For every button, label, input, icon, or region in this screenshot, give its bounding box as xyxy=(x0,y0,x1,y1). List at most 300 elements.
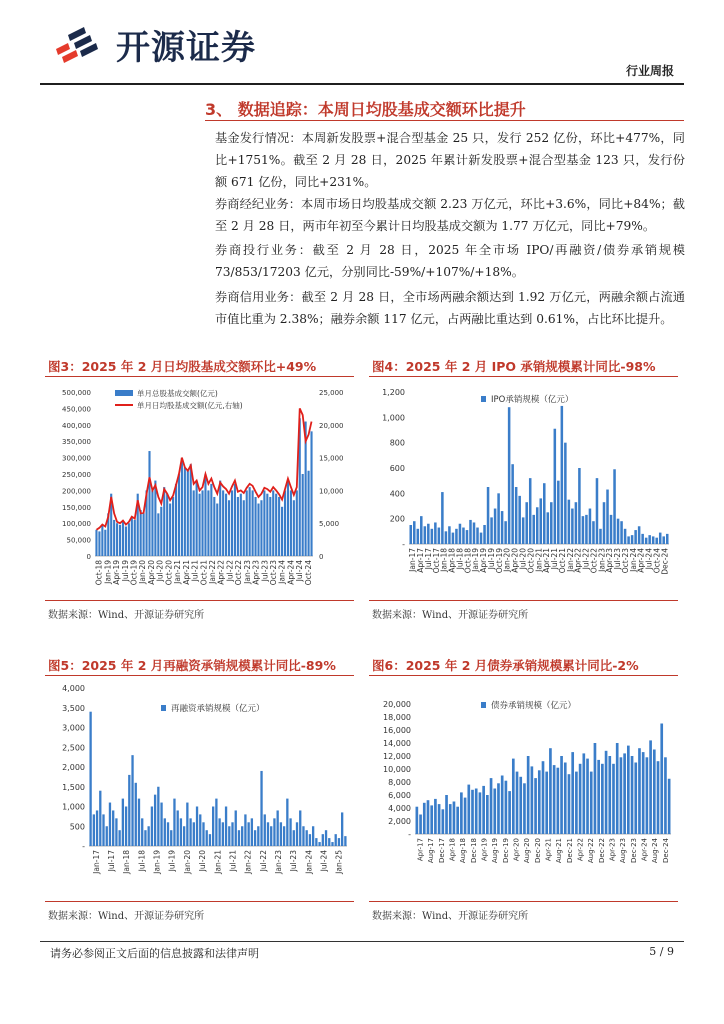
bar xyxy=(278,497,280,556)
bar xyxy=(434,522,437,544)
bar xyxy=(553,765,556,834)
bar xyxy=(512,759,515,834)
bar xyxy=(144,830,146,846)
x-tick-label: Jul-23 xyxy=(613,548,623,570)
x-tick-label: Jan-24 xyxy=(277,560,287,584)
bar xyxy=(610,515,613,544)
bar xyxy=(175,484,177,556)
bar xyxy=(612,764,615,834)
bar xyxy=(338,838,340,846)
y-tick-label: 200 xyxy=(389,514,405,524)
y-tick-label: 10,000 xyxy=(383,765,411,774)
company-logo xyxy=(50,20,256,69)
y-tick-label: 250,000 xyxy=(62,471,91,479)
bar xyxy=(571,752,574,834)
bar xyxy=(89,712,91,846)
bar xyxy=(452,533,455,544)
bar xyxy=(264,814,266,846)
bar xyxy=(564,763,567,835)
bar xyxy=(664,757,667,834)
bar xyxy=(413,521,416,544)
x-tick-label: Aug-19 xyxy=(491,838,500,864)
y-tick-label: 8,000 xyxy=(388,778,411,787)
x-tick-label: Jan-23 xyxy=(242,560,252,584)
bar xyxy=(641,534,644,544)
x-tick-label: Dec-19 xyxy=(501,838,510,863)
bar xyxy=(571,509,574,544)
bar xyxy=(564,443,567,544)
x-tick-label: Aug-20 xyxy=(523,838,532,864)
bar xyxy=(131,517,133,556)
bar xyxy=(212,807,214,847)
x-tick-label: Jan-22 xyxy=(243,850,253,874)
bar xyxy=(590,772,593,834)
bar xyxy=(151,490,153,556)
bar xyxy=(172,497,174,556)
bar xyxy=(623,753,626,834)
x-tick-label: Jan-18 xyxy=(439,548,449,572)
footer-divider xyxy=(40,941,684,942)
x-tick-label: Oct-23 xyxy=(620,548,630,574)
bar xyxy=(652,536,655,544)
x-tick-label: Jan-20 xyxy=(182,850,192,874)
bar xyxy=(134,520,136,556)
x-tick-label: Apr-20 xyxy=(510,548,520,573)
x-tick-label: Apr-19 xyxy=(479,548,489,573)
y-tick-label: 600 xyxy=(389,464,405,473)
bar xyxy=(416,807,419,834)
legend-bar-swatch xyxy=(115,390,133,396)
bar xyxy=(104,530,106,556)
x-tick-label: Apr-22 xyxy=(216,560,226,585)
bar xyxy=(344,836,346,846)
bar xyxy=(490,517,493,544)
bar xyxy=(284,490,286,556)
bar xyxy=(247,822,249,846)
bar xyxy=(608,756,611,834)
bar xyxy=(631,756,634,834)
bar xyxy=(631,535,634,544)
figure-3-rule xyxy=(45,376,354,377)
bar xyxy=(627,536,630,544)
bar xyxy=(331,842,333,846)
x-tick-label: Jan-17 xyxy=(408,548,418,572)
x-tick-label: Jul-17 xyxy=(107,850,117,872)
bar xyxy=(325,830,327,846)
bar xyxy=(469,520,472,544)
bar xyxy=(642,752,645,834)
legend-bar-swatch xyxy=(481,702,486,708)
bar xyxy=(228,826,230,846)
bar xyxy=(582,753,585,834)
bar xyxy=(456,807,459,834)
bar xyxy=(177,810,179,846)
x-tick-label: Oct-19 xyxy=(129,560,139,586)
bar xyxy=(308,471,310,556)
x-tick-label: Jul-22 xyxy=(581,548,591,570)
bar xyxy=(511,464,514,544)
paragraph-credit: 券商信用业务：截至 2 月 28 日，全市场两融余额达到 1.92 万亿元，两融余额占流通市值比重为 2.38%；融券余额 117 亿元，占两融比重达到 0.61%，占比环比提升。 xyxy=(215,290,685,326)
bar xyxy=(462,528,465,544)
bar xyxy=(328,838,330,846)
bar xyxy=(228,500,230,556)
bar xyxy=(154,795,156,846)
bar xyxy=(620,757,623,834)
bar xyxy=(102,814,104,846)
bar xyxy=(293,830,295,846)
bar xyxy=(178,474,180,556)
bar xyxy=(199,814,201,846)
figure-4-source: 数据来源：Wind、开源证券研究所 xyxy=(372,610,529,621)
bar xyxy=(589,509,592,544)
bar xyxy=(290,490,292,556)
x-tick-label: Oct-24 xyxy=(303,560,313,586)
bar xyxy=(653,750,656,835)
bar xyxy=(568,500,571,544)
figure-3-bottom-rule xyxy=(45,600,354,601)
bar xyxy=(438,528,441,544)
bar xyxy=(448,526,451,544)
bar xyxy=(270,826,272,846)
x-tick-label: Jul-23 xyxy=(289,850,299,872)
bar xyxy=(235,810,237,846)
x-tick-label: Jul-24 xyxy=(295,560,305,582)
bar xyxy=(523,783,526,834)
bar xyxy=(201,490,203,556)
bar xyxy=(480,533,483,544)
bar xyxy=(222,490,224,556)
bar xyxy=(160,507,162,556)
bar xyxy=(322,834,324,846)
bar xyxy=(181,458,183,556)
y-right-tick-label: 0 xyxy=(319,553,324,561)
bar xyxy=(115,818,117,846)
x-tick-label: Aug-21 xyxy=(555,838,564,864)
x-tick-label: Jan-22 xyxy=(207,560,217,584)
x-tick-label: Oct-21 xyxy=(557,548,567,574)
bar xyxy=(634,763,637,835)
report-type: 行业周报 xyxy=(625,64,674,78)
y-tick-label: 4,000 xyxy=(388,804,411,813)
x-tick-label: Jul-24 xyxy=(319,850,329,872)
bar xyxy=(645,538,648,544)
x-tick-label: Jul-21 xyxy=(190,560,200,582)
y-tick-label: 6,000 xyxy=(388,791,411,800)
bar xyxy=(518,496,521,544)
bar xyxy=(597,760,600,834)
bar xyxy=(473,522,476,544)
figure-3-chart xyxy=(45,380,355,600)
bar xyxy=(310,431,312,556)
bar xyxy=(306,830,308,846)
figure-3-title: 图3：2025 年 2 月日均股基成交额环比+49% xyxy=(48,359,317,374)
x-tick-label: Jan-21 xyxy=(173,560,183,584)
company-name: 开源证券 xyxy=(116,28,256,68)
figure-5-source: 数据来源：Wind、开源证券研究所 xyxy=(48,911,205,922)
x-tick-label: Apr-24 xyxy=(640,838,649,862)
bar xyxy=(280,822,282,846)
bar xyxy=(542,761,545,834)
x-tick-label: Dec-17 xyxy=(437,838,446,863)
bar xyxy=(341,812,343,846)
y-right-tick-label: 10,000 xyxy=(319,487,344,496)
bar xyxy=(125,807,127,847)
y-tick-label: - xyxy=(408,830,411,839)
x-tick-label: Dec-20 xyxy=(533,838,542,863)
bar xyxy=(423,803,426,834)
x-tick-label: Oct-24 xyxy=(652,548,662,574)
page-number: 5 / 9 xyxy=(649,945,674,958)
figure-5-rule xyxy=(45,675,354,676)
figure-6-rule xyxy=(369,675,678,676)
bar xyxy=(113,520,115,556)
bar xyxy=(204,474,206,556)
bar xyxy=(173,799,175,846)
bar xyxy=(568,774,571,834)
x-tick-label: Apr-17 xyxy=(416,838,425,862)
bar xyxy=(554,429,557,544)
bar xyxy=(184,467,186,556)
bar xyxy=(419,815,422,835)
bar xyxy=(277,810,279,846)
bar xyxy=(527,756,530,834)
x-tick-label: Jan-19 xyxy=(471,548,481,572)
bar xyxy=(93,814,95,846)
bar xyxy=(131,755,133,846)
bar xyxy=(455,529,458,544)
x-tick-label: Apr-21 xyxy=(181,560,191,585)
bar xyxy=(601,764,604,834)
bar xyxy=(586,759,589,834)
figure-6-title: 图6：2025 年 2 月债券承销规模累计同比-2% xyxy=(372,658,639,673)
bar xyxy=(445,531,448,544)
bar xyxy=(309,834,311,846)
bar xyxy=(668,779,671,834)
bar xyxy=(430,805,433,834)
bar xyxy=(249,487,251,556)
legend-label: 再融资承销规模（亿元） xyxy=(171,704,265,714)
y-tick-label: 1,500 xyxy=(62,782,85,792)
x-tick-label: Oct-18 xyxy=(94,560,104,586)
bar xyxy=(213,497,215,556)
figure-6-source: 数据来源：Wind、开源证券研究所 xyxy=(372,911,529,922)
bar xyxy=(578,468,581,544)
bar xyxy=(417,529,420,544)
bar xyxy=(449,804,452,834)
x-tick-label: Apr-19 xyxy=(112,560,122,585)
bar xyxy=(167,822,169,846)
bar xyxy=(539,498,542,544)
legend-bar-swatch xyxy=(161,705,166,711)
bar xyxy=(613,469,616,544)
y-tick-label: 2,500 xyxy=(62,743,85,753)
bar xyxy=(557,768,560,834)
x-tick-label: Jul-20 xyxy=(518,548,528,570)
bar xyxy=(627,746,630,834)
x-tick-label: Jan-20 xyxy=(502,548,512,572)
bar xyxy=(237,497,239,556)
bar xyxy=(148,826,150,846)
bar xyxy=(603,502,606,544)
bar xyxy=(273,818,275,846)
x-tick-label: Jul-20 xyxy=(155,560,165,582)
y-tick-label: 450,000 xyxy=(62,405,91,414)
bar xyxy=(293,500,295,556)
y-tick-label: 200,000 xyxy=(62,487,91,496)
bar xyxy=(549,748,552,834)
bar xyxy=(453,802,456,835)
bar xyxy=(216,504,218,556)
bar xyxy=(335,834,337,846)
x-tick-label: Oct-21 xyxy=(199,560,209,586)
bar xyxy=(106,826,108,846)
bar xyxy=(141,818,143,846)
y-tick-label: 1,000 xyxy=(382,413,405,423)
bar xyxy=(260,771,262,846)
x-tick-label: Jan-23 xyxy=(597,548,607,572)
bar xyxy=(592,521,595,544)
bar xyxy=(254,830,256,846)
bar xyxy=(596,478,599,544)
bar xyxy=(545,772,548,834)
legend-bar-swatch xyxy=(481,396,486,402)
y-tick-label: 14,000 xyxy=(383,739,411,748)
bar xyxy=(128,775,130,846)
bar xyxy=(459,524,462,544)
bar xyxy=(534,778,537,834)
bar xyxy=(471,790,474,834)
figure-5-chart xyxy=(45,678,355,900)
bar xyxy=(638,748,641,834)
x-tick-label: Apr-21 xyxy=(544,838,553,862)
y-right-tick-label: 20,000 xyxy=(319,421,344,430)
y-right-tick-label: 5,000 xyxy=(319,520,340,529)
x-tick-label: Jul-21 xyxy=(228,850,238,872)
bar xyxy=(427,524,430,544)
bar xyxy=(302,826,304,846)
bar xyxy=(582,516,585,544)
bar xyxy=(95,530,97,556)
bar xyxy=(207,490,209,556)
bar xyxy=(483,525,486,544)
bar xyxy=(505,781,508,834)
figure-4-rule xyxy=(369,376,678,377)
x-tick-label: Jul-22 xyxy=(225,560,235,582)
bar xyxy=(409,525,412,544)
x-tick-label: Jan-19 xyxy=(152,850,162,874)
bar xyxy=(638,526,641,544)
bar xyxy=(657,761,660,834)
bar xyxy=(659,533,662,544)
y-tick-label: 300,000 xyxy=(62,454,91,463)
x-tick-label: Apr-24 xyxy=(286,560,296,585)
bar xyxy=(296,490,298,556)
bar xyxy=(516,772,519,834)
x-tick-label: Jan-25 xyxy=(334,850,344,874)
bar xyxy=(246,490,248,556)
y-tick-label: 1,000 xyxy=(62,802,85,812)
bar xyxy=(193,822,195,846)
bar xyxy=(648,535,651,544)
bar xyxy=(163,487,165,556)
legend-label: 债券承销规模（亿元） xyxy=(491,701,577,711)
bar xyxy=(464,798,467,834)
bar xyxy=(522,517,525,544)
legend-label: 单月总股基成交额(亿元) xyxy=(137,389,218,398)
bar xyxy=(515,487,518,544)
bar xyxy=(254,497,256,556)
y-tick-label: 20,000 xyxy=(383,700,411,709)
bar xyxy=(272,490,274,556)
x-tick-label: Jul-18 xyxy=(455,548,465,570)
bar xyxy=(434,799,437,834)
bar xyxy=(238,830,240,846)
figure-6-chart xyxy=(369,678,679,900)
y-tick-label: 3,000 xyxy=(62,723,85,733)
bar xyxy=(286,799,288,846)
bar xyxy=(315,838,317,846)
x-tick-label: Jul-23 xyxy=(260,560,270,582)
bar xyxy=(312,826,314,846)
bar xyxy=(599,529,602,544)
bar xyxy=(210,484,212,556)
bar xyxy=(431,529,434,544)
bar xyxy=(617,519,620,544)
bar xyxy=(199,494,201,556)
bar xyxy=(445,795,448,834)
bar xyxy=(420,516,423,544)
bar xyxy=(183,826,185,846)
figure-6-bottom-rule xyxy=(369,901,678,902)
bar xyxy=(154,481,156,556)
x-tick-label: Jul-22 xyxy=(258,850,268,872)
x-tick-label: Jan-17 xyxy=(91,850,101,874)
bar xyxy=(244,814,246,846)
x-tick-label: Jan-24 xyxy=(628,548,638,572)
bar xyxy=(482,786,485,834)
paragraph-investment-banking: 券商投行业务：截至 2 月 28 日，2025 年全市场 IPO/再融资/债券承销规模 73/853/17203 亿元，分别同比-59%/+107%/+18%。 xyxy=(215,243,685,279)
x-tick-label: Oct-18 xyxy=(463,548,473,574)
x-tick-label: Dec-22 xyxy=(597,838,606,863)
x-tick-label: Apr-24 xyxy=(636,548,646,573)
paragraph-brokerage: 券商经纪业务：本周市场日均股基成交额 2.23 万亿元，环比+3.6%，同比+84%；截至 2 月 28 日，两市年初至今累计日均股基成交额为 1.77 万亿元，同比+79%。 xyxy=(215,197,685,233)
bar xyxy=(487,487,490,544)
bar xyxy=(164,818,166,846)
y-right-tick-label: 25,000 xyxy=(319,389,344,397)
y-tick-label: - xyxy=(82,842,85,851)
x-tick-label: Jul-20 xyxy=(198,850,208,872)
y-tick-label: 12,000 xyxy=(383,752,411,761)
x-tick-label: Jan-22 xyxy=(565,548,575,572)
legend-label: IPO承销规模（亿元） xyxy=(491,395,574,405)
bar xyxy=(257,826,259,846)
bar xyxy=(135,783,137,846)
bar xyxy=(231,490,233,556)
bar xyxy=(287,481,289,556)
bar xyxy=(616,743,619,834)
bar xyxy=(193,490,195,556)
bar xyxy=(112,810,114,846)
bar xyxy=(202,822,204,846)
bar xyxy=(501,511,504,544)
bar xyxy=(504,521,507,544)
x-tick-label: Dec-18 xyxy=(469,838,478,863)
y-tick-label: 16,000 xyxy=(383,726,411,735)
y-tick-label: 500 xyxy=(69,822,85,832)
bar xyxy=(196,807,198,847)
bar xyxy=(594,743,597,834)
bar xyxy=(160,803,162,846)
